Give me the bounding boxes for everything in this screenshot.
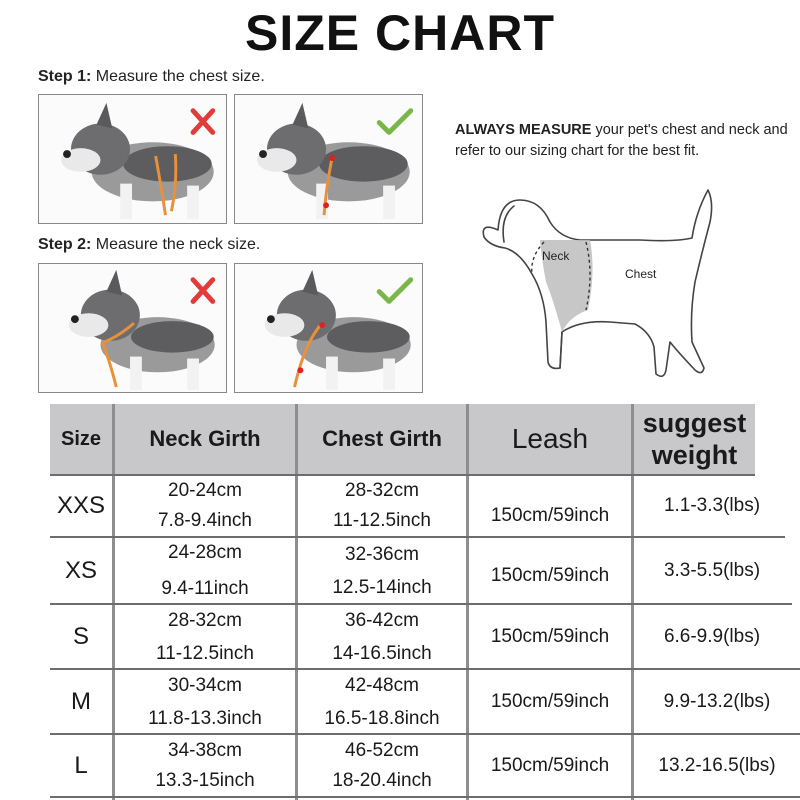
header-neck-girth: Neck Girth	[115, 404, 295, 474]
dog-neck-right-illustration	[235, 264, 422, 392]
chest-inch: 18-20.4inch	[332, 769, 432, 791]
dog-chest-wrong-illustration	[39, 95, 226, 223]
leash-cell: 150cm/59inch	[490, 505, 610, 526]
chest-girth-cell	[298, 735, 466, 796]
check-mark-icon	[379, 111, 411, 133]
weight-cell: 13.2-16.5(lbs)	[658, 754, 776, 776]
x-mark-icon	[193, 111, 213, 133]
chest-cm: 32-36cm	[345, 543, 419, 565]
neck-cm: 30-34cm	[168, 674, 242, 696]
measure-note-text: your pet's chest and neck and refer to our sizing chart for the best fit.	[455, 122, 788, 159]
check-mark-icon	[379, 280, 411, 302]
chest-girth-cell	[298, 670, 466, 733]
weight-cell: 3.3-5.5(lbs)	[663, 559, 761, 581]
chest-inch: 14-16.5inch	[332, 642, 432, 664]
neck-girth-cell	[115, 735, 295, 796]
weight-cell: 9.9-13.2(lbs)	[663, 690, 771, 712]
neck-diagram-label: Neck	[542, 249, 570, 263]
dog-measurement-diagram	[470, 182, 750, 387]
size-cell: M	[71, 687, 91, 715]
neck-cm: 34-38cm	[168, 739, 242, 761]
neck-girth-cell	[115, 476, 295, 536]
chest-cm: 42-48cm	[345, 674, 419, 696]
neck-inch: 13.3-15inch	[155, 769, 255, 791]
chest-inch: 12.5-14inch	[332, 576, 432, 598]
size-cell: XXS	[56, 492, 106, 519]
measure-note-bold: ALWAYS MEASURE	[455, 122, 592, 138]
header-weight-line2: weight	[651, 440, 738, 470]
chest-diagram-label: Chest	[625, 267, 657, 281]
step-1-label	[38, 68, 265, 86]
neck-inch: 9.4-11inch	[161, 577, 249, 599]
neck-girth-cell	[115, 605, 295, 668]
neck-inch: 11-12.5inch	[156, 642, 254, 664]
leash-cell: 150cm/59inch	[490, 564, 610, 586]
measure-note	[455, 120, 790, 162]
step-2-prefix: Step 2:	[38, 236, 92, 253]
page-title: SIZE CHART	[245, 5, 555, 61]
weight-cell: 6.6-9.9(lbs)	[663, 625, 761, 647]
step-1-prefix: Step 1:	[38, 68, 92, 85]
header-leash: Leash	[469, 404, 631, 474]
step-2-label	[38, 236, 260, 254]
neck-girth-cell	[115, 538, 295, 603]
neck-inch: 11.8-13.3inch	[148, 707, 262, 729]
chest-right-photo	[234, 94, 423, 224]
neck-cm: 24-28cm	[168, 541, 242, 563]
neck-cm: 20-24cm	[168, 480, 242, 501]
step-1-text: Measure the chest size.	[91, 68, 265, 85]
header-weight-line1: suggest	[642, 408, 747, 438]
step-2-text: Measure the neck size.	[91, 236, 261, 253]
chest-girth-cell	[298, 538, 466, 603]
size-table	[50, 404, 800, 800]
leash-cell: 150cm/59inch	[490, 754, 610, 776]
neck-inch: 7.8-9.4inch	[157, 510, 252, 531]
chest-cm: 28-32cm	[345, 480, 419, 501]
neck-right-photo	[234, 263, 423, 393]
size-cell: XS	[64, 556, 97, 584]
leash-cell: 150cm/59inch	[490, 690, 610, 712]
chest-cm: 36-42cm	[345, 609, 419, 631]
weight-cell: 1.1-3.3(lbs)	[663, 495, 761, 516]
x-mark-icon	[193, 280, 213, 302]
row-divider	[50, 796, 800, 798]
chest-girth-cell	[298, 605, 466, 668]
header-size: Size	[50, 404, 112, 474]
chest-inch: 11-12.5inch	[333, 510, 431, 531]
size-cell: S	[72, 622, 89, 650]
chest-girth-cell	[298, 476, 466, 536]
chest-inch: 16.5-18.8inch	[324, 707, 440, 729]
dog-chest-right-illustration	[235, 95, 422, 223]
leash-cell: 150cm/59inch	[490, 625, 610, 647]
header-suggest-weight	[634, 404, 755, 474]
neck-cm: 28-32cm	[168, 609, 242, 631]
neck-wrong-photo	[38, 263, 227, 393]
dog-neck-wrong-illustration	[39, 264, 226, 392]
chest-wrong-photo	[38, 94, 227, 224]
neck-girth-cell	[115, 670, 295, 733]
size-cell: L	[74, 751, 88, 779]
chest-cm: 46-52cm	[345, 739, 419, 761]
header-chest-girth: Chest Girth	[298, 404, 466, 474]
